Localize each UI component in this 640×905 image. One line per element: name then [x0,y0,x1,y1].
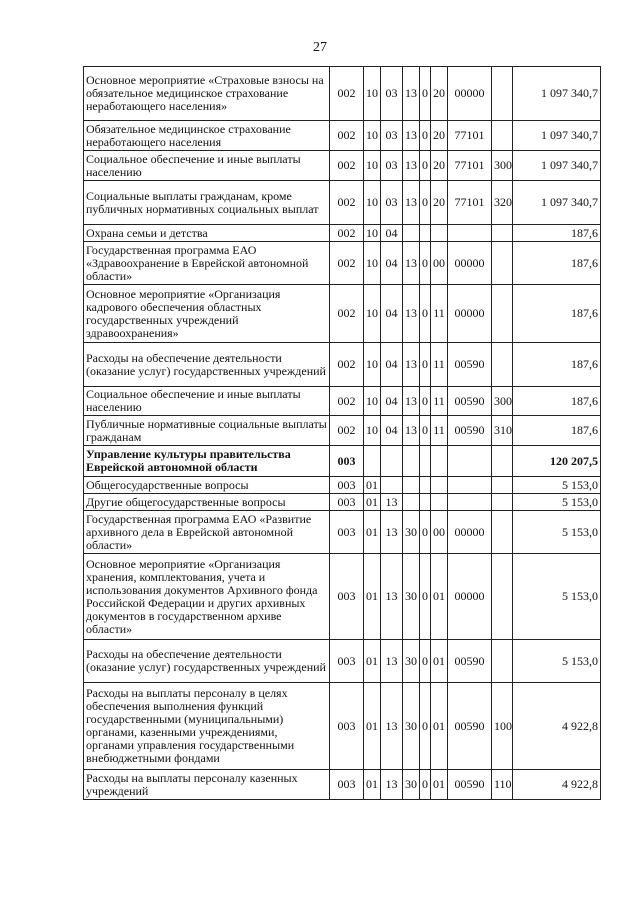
section-code: 10 [364,67,381,121]
table-row [84,121,601,151]
amount: 5 153,0 [513,640,601,683]
subprogram-code: 0 [420,387,431,416]
section-code: 01 [364,477,381,494]
ministry-code: 002 [330,225,364,242]
section-code: 01 [364,511,381,554]
table-row [84,511,601,554]
ministry-code: 002 [330,181,364,225]
subprogram-code: 0 [420,67,431,121]
ministry-code: 002 [330,387,364,416]
expense-type-code [492,554,513,640]
event-code: 01 [431,770,448,800]
section-code: 10 [364,242,381,285]
direction-code: 77101 [448,181,492,225]
table-row [84,387,601,416]
event-code: 11 [431,387,448,416]
section-code: 10 [364,181,381,225]
section-code: 01 [364,554,381,640]
amount: 1 097 340,7 [513,121,601,151]
table-row [84,343,601,387]
direction-code [448,494,492,511]
table-row [84,242,601,285]
row-name: Основное мероприятие «Организация кадрового обеспечения областных государственных учреждений здравоохранения» [84,285,330,343]
expense-type-code [492,640,513,683]
table-row [84,285,601,343]
row-name: Публичные нормативные социальные выплаты гражданам [84,416,330,446]
subsection-code: 13 [381,770,403,800]
subsection-code: 04 [381,242,403,285]
event-code: 01 [431,554,448,640]
event-code [431,225,448,242]
direction-code: 00590 [448,343,492,387]
subprogram-code [420,477,431,494]
event-code: 00 [431,242,448,285]
row-name: Общегосударственные вопросы [84,477,330,494]
expense-type-code [492,285,513,343]
section-code: 10 [364,387,381,416]
amount: 1 097 340,7 [513,67,601,121]
expense-type-code: 100 [492,683,513,770]
section-code: 10 [364,343,381,387]
event-code: 20 [431,151,448,181]
section-code: 10 [364,151,381,181]
program-code: 13 [403,151,420,181]
subprogram-code: 0 [420,511,431,554]
table-row [84,446,601,477]
program-code [403,494,420,511]
program-code: 13 [403,285,420,343]
table-row [84,225,601,242]
ministry-code: 003 [330,640,364,683]
event-code: 11 [431,416,448,446]
table-row [84,416,601,446]
direction-code [448,477,492,494]
direction-code [448,446,492,477]
program-code: 13 [403,121,420,151]
program-code: 30 [403,640,420,683]
event-code [431,446,448,477]
expense-type-code: 300 [492,151,513,181]
ministry-code: 002 [330,67,364,121]
subsection-code: 03 [381,67,403,121]
amount: 5 153,0 [513,494,601,511]
ministry-code: 003 [330,511,364,554]
row-name: Государственная программа ЕАО «Здравоохранение в Еврейской автономной области» [84,242,330,285]
program-code: 13 [403,387,420,416]
subsection-code: 13 [381,683,403,770]
table-row [84,477,601,494]
subsection-code: 03 [381,121,403,151]
subsection-code: 04 [381,225,403,242]
table-row [84,640,601,683]
row-name: Основное мероприятие «Организация хранения, комплектования, учета и использования документов Архивного фонда Российской Федерации и других архивных документов в государственном архиве области» [84,554,330,640]
amount: 1 097 340,7 [513,181,601,225]
section-code: 10 [364,121,381,151]
table-row [84,770,601,800]
event-code [431,494,448,511]
subsection-code: 03 [381,181,403,225]
expense-type-code [492,242,513,285]
direction-code: 00590 [448,770,492,800]
ministry-code: 002 [330,242,364,285]
row-name: Расходы на выплаты персоналу в целях обеспечения выполнения функций государственными (муниципальными) органами, казенными учреждениями, органами управления государственными внебюджетными фондами [84,683,330,770]
amount: 187,6 [513,225,601,242]
subprogram-code: 0 [420,683,431,770]
row-name: Охрана семьи и детства [84,225,330,242]
event-code: 11 [431,285,448,343]
direction-code: 77101 [448,151,492,181]
direction-code: 00000 [448,554,492,640]
subprogram-code: 0 [420,554,431,640]
event-code: 20 [431,67,448,121]
row-name: Основное мероприятие «Страховые взносы на обязательное медицинское страхование неработающего населения» [84,67,330,121]
table-row [84,683,601,770]
subsection-code: 13 [381,494,403,511]
ministry-code: 003 [330,770,364,800]
page-number: 27 [313,40,327,55]
table-row [84,554,601,640]
event-code: 11 [431,343,448,387]
event-code: 01 [431,640,448,683]
subsection-code [381,477,403,494]
row-name: Социальное обеспечение и иные выплаты населению [84,387,330,416]
amount: 4 922,8 [513,770,601,800]
expense-type-code [492,446,513,477]
event-code: 20 [431,121,448,151]
expense-type-code [492,477,513,494]
amount: 1 097 340,7 [513,151,601,181]
expense-type-code [492,225,513,242]
amount: 4 922,8 [513,683,601,770]
direction-code [448,225,492,242]
program-code: 13 [403,343,420,387]
amount: 187,6 [513,416,601,446]
subsection-code: 04 [381,416,403,446]
program-code: 30 [403,511,420,554]
direction-code: 00590 [448,387,492,416]
row-name: Государственная программа ЕАО «Развитие архивного дела в Еврейской автономной области» [84,511,330,554]
row-name: Расходы на обеспечение деятельности (оказание услуг) государственных учреждений [84,343,330,387]
expense-type-code: 300 [492,387,513,416]
subprogram-code: 0 [420,151,431,181]
expense-type-code: 110 [492,770,513,800]
table-row [84,151,601,181]
subprogram-code [420,225,431,242]
program-code [403,477,420,494]
program-code [403,225,420,242]
ministry-code: 002 [330,121,364,151]
ministry-code: 003 [330,477,364,494]
subprogram-code [420,494,431,511]
expense-type-code: 310 [492,416,513,446]
section-code: 01 [364,770,381,800]
direction-code: 00590 [448,416,492,446]
section-code: 10 [364,225,381,242]
row-name: Расходы на выплаты персоналу казенных учреждений [84,770,330,800]
section-code: 01 [364,494,381,511]
program-code: 13 [403,242,420,285]
expense-type-code [492,67,513,121]
amount: 187,6 [513,387,601,416]
subprogram-code [420,446,431,477]
expense-type-code [492,343,513,387]
subprogram-code: 0 [420,416,431,446]
section-code: 10 [364,285,381,343]
subsection-code: 04 [381,343,403,387]
ministry-code: 003 [330,554,364,640]
amount: 187,6 [513,285,601,343]
row-name: Социальные выплаты гражданам, кроме публичных нормативных социальных выплат [84,181,330,225]
ministry-code: 003 [330,683,364,770]
amount: 187,6 [513,242,601,285]
row-name: Обязательное медицинское страхование неработающего населения [84,121,330,151]
row-name: Управление культуры правительства Еврейской автономной области [84,446,330,477]
ministry-code: 002 [330,151,364,181]
direction-code: 77101 [448,121,492,151]
expense-type-code: 320 [492,181,513,225]
subprogram-code: 0 [420,285,431,343]
ministry-code: 002 [330,285,364,343]
amount: 5 153,0 [513,511,601,554]
program-code: 13 [403,416,420,446]
row-name: Расходы на обеспечение деятельности (оказание услуг) государственных учреждений [84,640,330,683]
event-code: 20 [431,181,448,225]
subprogram-code: 0 [420,770,431,800]
table-row [84,494,601,511]
subsection-code: 04 [381,387,403,416]
ministry-code: 002 [330,343,364,387]
subsection-code: 13 [381,640,403,683]
subprogram-code: 0 [420,242,431,285]
section-code [364,446,381,477]
amount: 5 153,0 [513,554,601,640]
program-code: 30 [403,770,420,800]
ministry-code: 002 [330,416,364,446]
program-code: 30 [403,554,420,640]
ministry-code: 003 [330,494,364,511]
event-code: 00 [431,511,448,554]
expense-type-code [492,121,513,151]
row-name: Другие общегосударственные вопросы [84,494,330,511]
section-code: 01 [364,683,381,770]
table-row [84,181,601,225]
expense-type-code [492,494,513,511]
direction-code: 00000 [448,67,492,121]
direction-code: 00590 [448,683,492,770]
program-code [403,446,420,477]
subsection-code [381,446,403,477]
table-row [84,67,601,121]
program-code: 13 [403,67,420,121]
ministry-code: 003 [330,446,364,477]
subsection-code: 13 [381,511,403,554]
direction-code: 00590 [448,640,492,683]
amount: 120 207,5 [513,446,601,477]
subprogram-code: 0 [420,640,431,683]
subsection-code: 03 [381,151,403,181]
expense-type-code [492,511,513,554]
budget-table [83,66,601,800]
section-code: 01 [364,640,381,683]
event-code [431,477,448,494]
section-code: 10 [364,416,381,446]
program-code: 13 [403,181,420,225]
program-code: 30 [403,683,420,770]
direction-code: 00000 [448,285,492,343]
row-name: Социальное обеспечение и иные выплаты населению [84,151,330,181]
amount: 5 153,0 [513,477,601,494]
direction-code: 00000 [448,511,492,554]
subsection-code: 04 [381,285,403,343]
subsection-code: 13 [381,554,403,640]
subprogram-code: 0 [420,121,431,151]
event-code: 01 [431,683,448,770]
direction-code: 00000 [448,242,492,285]
amount: 187,6 [513,343,601,387]
subprogram-code: 0 [420,343,431,387]
subprogram-code: 0 [420,181,431,225]
